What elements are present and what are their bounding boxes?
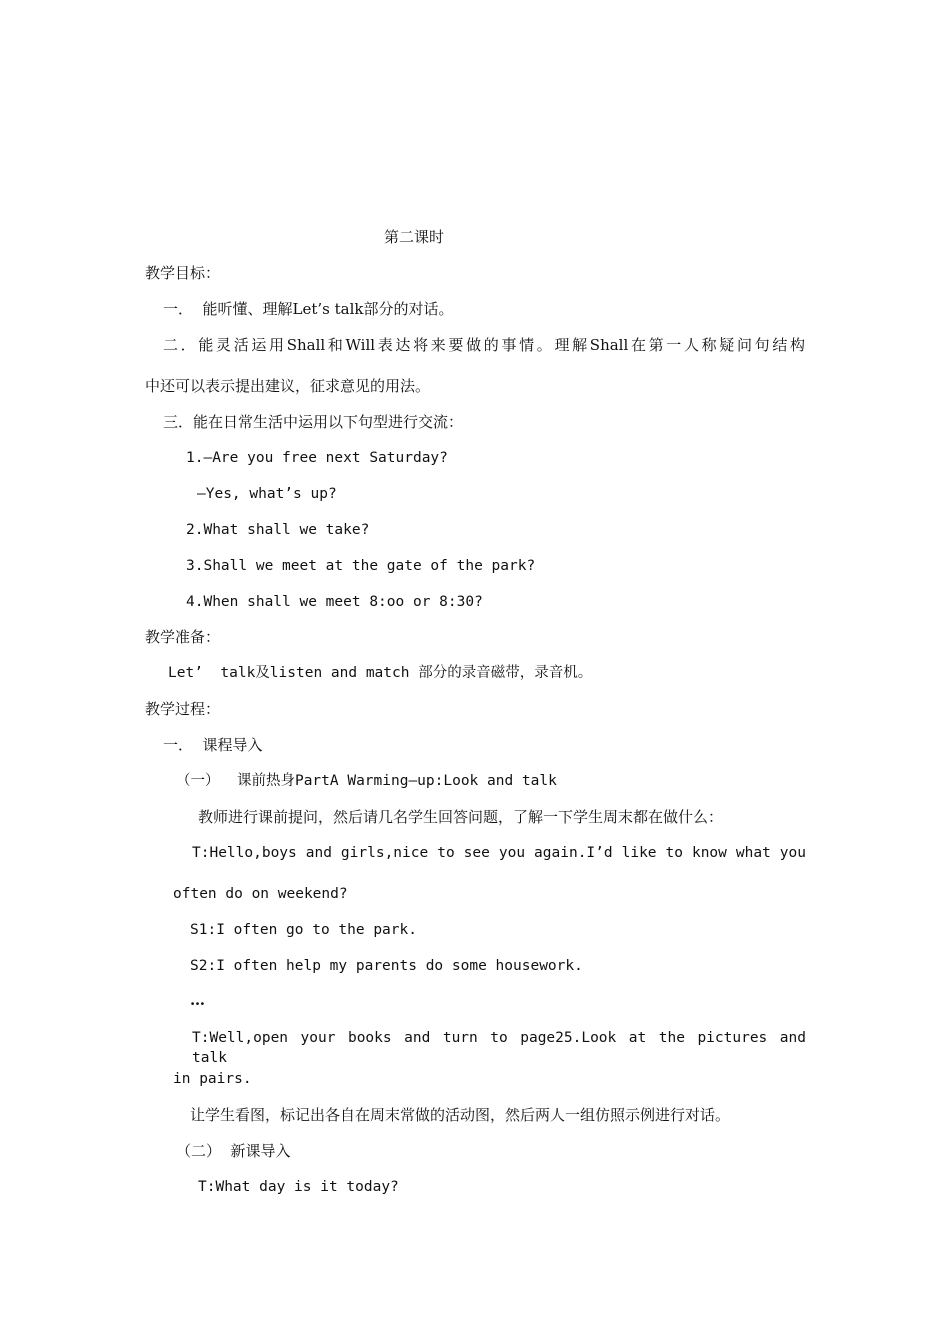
teacher-line-2: T:Well,open your books and turn to page25.Look at the pictures and talk bbox=[192, 1030, 806, 1066]
objective-2-line-2: 中还可以表示提出建议，征求意见的用法。 bbox=[145, 377, 431, 395]
ellipsis: … bbox=[190, 991, 205, 1009]
lesson-title: 第二课时 bbox=[384, 228, 445, 246]
teacher-question: T:What day is it today? bbox=[198, 1179, 399, 1195]
preparation-text: Let’ talk及listen and match 部分的录音磁带，录音机。 bbox=[168, 665, 593, 681]
sentence-pattern-3: 3.Shall we meet at the gate of the park? bbox=[186, 558, 536, 574]
activity-instruction: 让学生看图，标记出各自在周末常做的活动图，然后两人一组仿照示例进行对话。 bbox=[190, 1106, 731, 1124]
objective-1: 一． 能听懂、理解Let’s talk部分的对话。 bbox=[163, 300, 454, 318]
new-lesson-heading: （二） 新课导入 bbox=[176, 1142, 291, 1160]
warmup-instruction: 教师进行课前提问，然后请几名学生回答问题，了解一下学生周末都在做什么： bbox=[198, 808, 724, 826]
sentence-pattern-1-reply: —Yes, what’s up? bbox=[197, 486, 337, 502]
student-line-2: S2:I often help my parents do some housework. bbox=[190, 958, 583, 974]
sentence-pattern-1: 1.—Are you free next Saturday? bbox=[186, 450, 448, 466]
teacher-line-2-cont: in pairs. bbox=[173, 1071, 252, 1087]
teacher-line-1-cont: often do on weekend? bbox=[173, 886, 348, 902]
objective-2-line-1: 二．能灵活运用Shall和Will表达将来要做的事情。理解Shall在第一人称疑问句结构 bbox=[163, 336, 805, 354]
section-heading-preparation: 教学准备： bbox=[145, 628, 221, 646]
process-step-1: 一． 课程导入 bbox=[163, 736, 263, 754]
sentence-pattern-2: 2.What shall we take? bbox=[186, 522, 370, 538]
student-line-1: S1:I often go to the park. bbox=[190, 922, 417, 938]
warmup-heading: （一） 课前热身PartA Warming—up:Look and talk bbox=[176, 773, 557, 789]
sentence-pattern-4: 4.When shall we meet 8:oo or 8:30? bbox=[186, 594, 483, 610]
objective-3: 三．能在日常生活中运用以下句型进行交流： bbox=[163, 413, 464, 431]
section-heading-process: 教学过程： bbox=[145, 700, 221, 718]
teacher-line-1: T:Hello,boys and girls,nice to see you again.I’d like to know what you bbox=[192, 845, 806, 861]
section-heading-objectives: 教学目标： bbox=[145, 264, 221, 282]
